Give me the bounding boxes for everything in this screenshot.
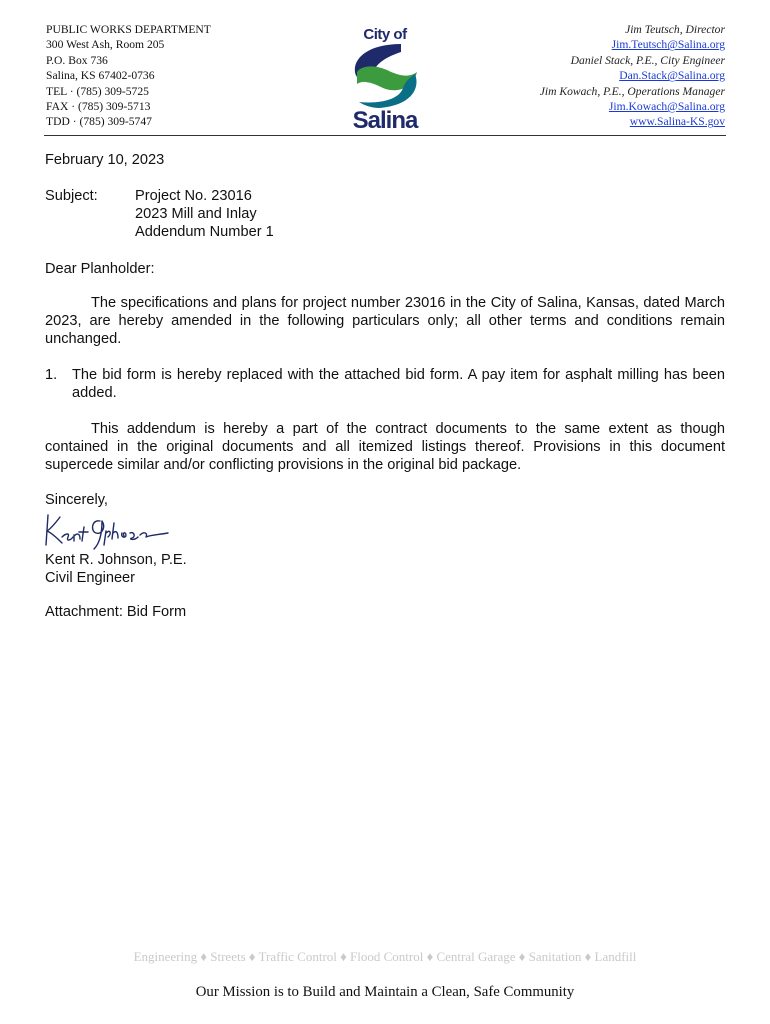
letter-date: February 10, 2023 (45, 152, 165, 168)
city-state-zip: Salina, KS 67402-0736 (46, 69, 155, 83)
logo-top-text: City of (363, 26, 407, 43)
signer-title: Civil Engineer (45, 570, 136, 586)
contact-email-operations-manager-link[interactable]: Jim.Kowach@Salina.org (608, 100, 725, 114)
handwritten-signature (40, 505, 172, 551)
list-item-text: The bid form is hereby replaced with the attached bid form. A pay item for asphalt milling has been added. (72, 367, 725, 401)
paragraph-addendum-scope: This addendum is hereby a part of the contract documents to the same extent as though contained in the original documents and all itemized listings thereof. Provisions in this document supercede similar and/or conflicting provisions in the original bid package. (45, 421, 725, 473)
department-address-block (46, 22, 211, 130)
department-name: PUBLIC WORKS DEPARTMENT (46, 23, 211, 36)
website-link[interactable]: www.Salina-KS.gov (629, 115, 725, 129)
fax-number: FAX · (785) 309-5713 (46, 100, 151, 114)
tdd-number: TDD · (785) 309-5747 (46, 115, 152, 129)
logo-bottom-text: Salina (352, 107, 418, 132)
tel-number: TEL · (785) 309-5725 (46, 84, 149, 98)
closing: Sincerely, (45, 492, 108, 508)
contact-email-city-engineer-link[interactable]: Dan.Stack@Salina.org (619, 69, 725, 83)
attachment-note: Attachment: Bid Form (45, 604, 187, 620)
subject-lines (135, 187, 274, 241)
street-address: 300 West Ash, Room 205 (46, 38, 165, 52)
subject-project-name: 2023 Mill and Inlay (135, 206, 257, 222)
subject-label: Subject: (45, 188, 98, 204)
footer-services-list: Engineering ♦ Streets ♦ Traffic Control ♦ Flood Control ♦ Central Garage ♦ Sanitation ♦ Landfill (133, 949, 637, 964)
footer-mission-statement: Our Mission is to Build and Maintain a Clean, Safe Community (195, 984, 575, 1000)
contact-name-city-engineer: Daniel Stack, P.E., City Engineer (570, 53, 725, 67)
subject-addendum-number: Addendum Number 1 (135, 224, 274, 240)
po-box: P.O. Box 736 (46, 53, 108, 67)
contact-name-director: Jim Teutsch, Director (625, 23, 725, 36)
list-item-number: 1. (45, 367, 58, 383)
staff-contacts-block (540, 22, 725, 130)
paragraph-amendment-intro: The specifications and plans for project number 23016 in the City of Salina, Kansas, dated March 2023, are hereby amended in the following particulars only; all other terms and conditions remain unchanged. (45, 295, 725, 347)
city-of-salina-logo (339, 24, 431, 132)
subject-project-number: Project No. 23016 (135, 188, 252, 204)
signer-name: Kent R. Johnson, P.E. (45, 552, 187, 568)
letterhead-divider (44, 135, 726, 136)
contact-name-operations-manager: Jim Kowach, P.E., Operations Manager (539, 84, 725, 98)
greeting: Dear Planholder: (45, 261, 155, 277)
contact-email-director-link[interactable]: Jim.Teutsch@Salina.org (611, 38, 725, 52)
signer-block (45, 551, 725, 587)
